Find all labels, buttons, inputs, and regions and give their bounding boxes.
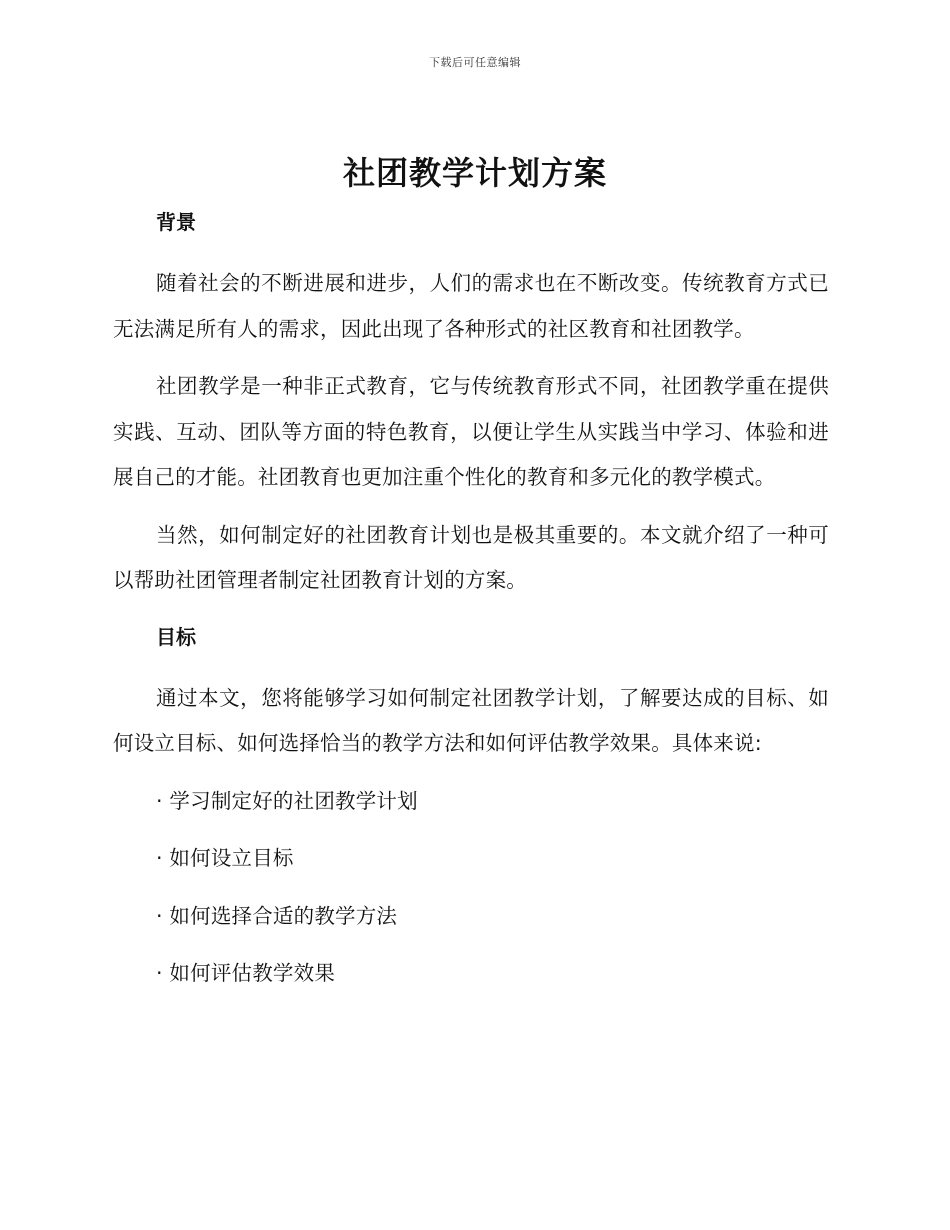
paragraph: 通过本文，您将能够学习如何制定社团教学计划，了解要达成的目标、如何设立目标、如何选择恰当的教学方法和如何评估教学效果。具体来说: xyxy=(113,685,829,755)
section-heading-goals: 目标 xyxy=(156,624,196,649)
document-title: 社团教学计划方案 xyxy=(342,154,607,192)
bullet-item: · 如何设立目标 xyxy=(156,846,294,870)
document-body xyxy=(113,205,829,997)
bullet-item: · 如何选择合适的教学方法 xyxy=(156,903,398,928)
bullet-item: · 如何评估教学效果 xyxy=(156,961,336,985)
paragraph: 社团教学是一种非正式教育，它与传统教育形式不同，社团教学重在提供实践、互动、团队等方面的特色教育，以便让学生从实践当中学习、体验和进展自己的才能。社团教育也更加注重个性化的教育和多元化的教学模式。 xyxy=(113,374,829,489)
header-note: 下载后可任意编辑 xyxy=(429,56,521,69)
paragraph: 随着社会的不断进展和进步，人们的需求也在不断改变。传统教育方式已无法满足所有人的需求，因此出现了各种形式的社区教育和社团教学。 xyxy=(113,271,829,341)
section-heading-background: 背景 xyxy=(156,210,196,234)
bullet-item: · 学习制定好的社团教学计划 xyxy=(156,788,418,813)
paragraph: 当然，如何制定好的社团教育计划也是极其重要的。本文就介绍了一种可以帮助社团管理者制定社团教育计划的方案。 xyxy=(113,522,829,592)
